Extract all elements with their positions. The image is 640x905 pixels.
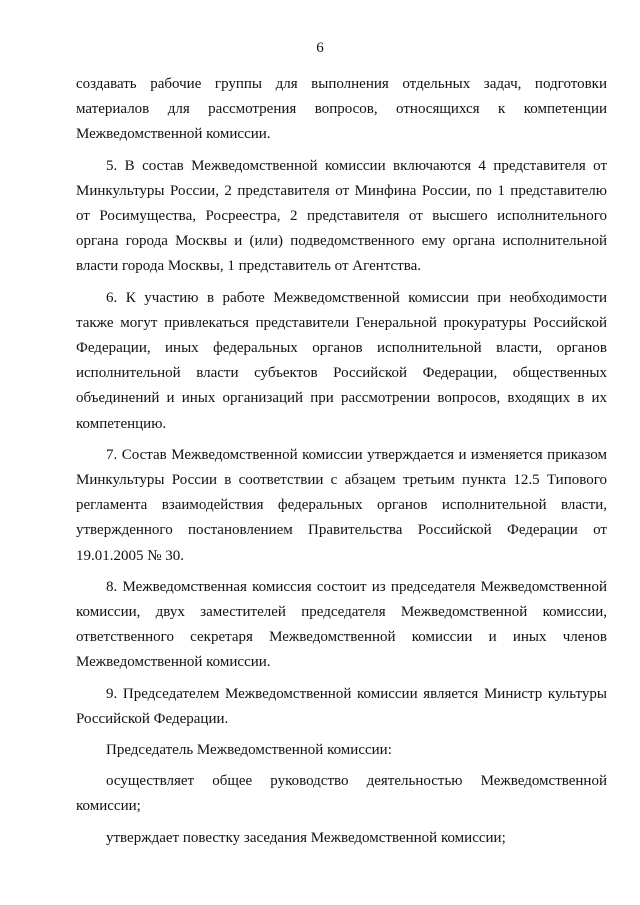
document-body [76, 72, 607, 857]
paragraph-chairman-duty-1: осуществляет общее руководство деятельностью Межведомственной комиссии; [76, 773, 607, 815]
paragraph-item-8: 8. Межведомственная комиссия состоит из председателя Межведомственной комиссии, двух заместителей председателя Межведомственной комиссии, ответственного секретаря Межведомственной комиссии и иных членов Межведомственной комиссии. [76, 578, 607, 671]
paragraph-chairman-duty-2: утверждает повестку заседания Межведомственной комиссии; [106, 829, 506, 846]
page-number: 6 [316, 40, 324, 56]
paragraph-continuation: создавать рабочие группы для выполнения отдельных задач, подготовки материалов для рассмотрения вопросов, относящихся к компетенции Межведомственной комиссии. [76, 76, 607, 143]
paragraph-chairman-heading: Председатель Межведомственной комиссии: [106, 742, 392, 759]
paragraph-item-5: 5. В состав Межведомственной комиссии включаются 4 представителя от Минкультуры России, 2 представителя от Минфина России, по 1 представителю от Росимущества, Росреестра, 2 представителя от высшего исполнительного органа города Москвы и (или) подведомственного ему органа исполнительной власти города Москвы, 1 представитель от Агентства. [76, 157, 607, 275]
paragraph-item-6: 6. К участию в работе Межведомственной комиссии при необходимости также могут привлекаться представители Генеральной прокуратуры Российской Федерации, иных федеральных органов исполнительной власти, органов исполнительной власти субъектов Российской Федерации, общественных объединений и иных организаций при рассмотрении вопросов, входящих в их компетенцию. [76, 289, 607, 432]
paragraph-item-7: 7. Состав Межведомственной комиссии утверждается и изменяется приказом Минкультуры России в соответствии с абзацем третьим пункта 12.5 Типового регламента взаимодействия федеральных органов исполнительной власти, утвержденного постановлением Правительства Российской Федерации от 19.01.2005 № 30. [76, 446, 607, 564]
paragraph-item-9: 9. Председателем Межведомственной комиссии является Министр культуры Российской Федерации. [76, 685, 607, 727]
